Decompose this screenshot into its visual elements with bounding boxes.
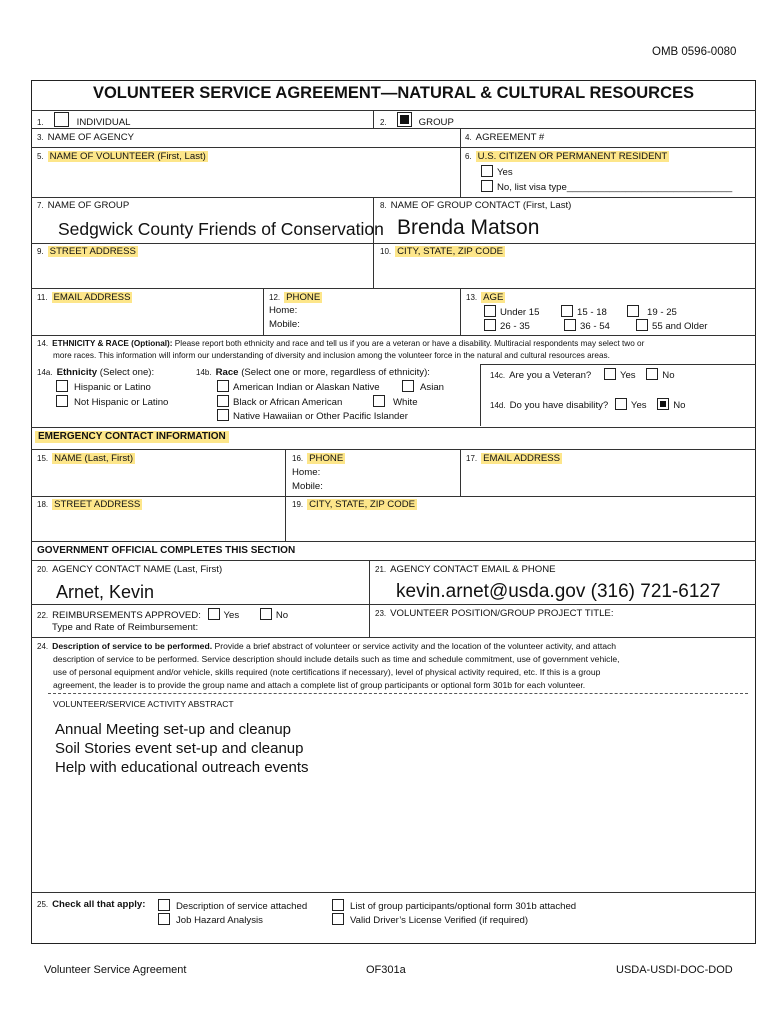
footer-right: USDA-USDI-DOC-DOD [616, 964, 733, 976]
race-option[interactable]: Asian [402, 380, 444, 394]
age-option[interactable]: 26 - 35 [484, 319, 530, 333]
field-14-text: more races. This information will inform our understanding of diversity and inclusion among the volunteer force in the natural and cultural resources areas. [53, 351, 610, 360]
ethnicity-option[interactable]: Not Hispanic or Latino [56, 395, 168, 409]
field-14: 14. ETHNICITY & RACE (Optional): Please report both ethnicity and race and tell us if you are a veteran or have a disability. Multiracial respondents may select two or [37, 339, 645, 348]
abstract-line[interactable]: Help with educational outreach events [55, 759, 309, 776]
form-title: VOLUNTEER SERVICE AGREEMENT—NATURAL & CULTURAL RESOURCES [92, 84, 695, 102]
field-24: 24. Description of service to be performed. Provide a brief abstract of volunteer or service activity and the location of the volunteer activity, and attach [37, 641, 617, 651]
group-name-value[interactable]: Sedgwick County Friends of Conservation [58, 219, 384, 239]
field-1: 1. INDIVIDUAL [37, 112, 131, 129]
field-14d: 14d. Do you have disability? Yes No [490, 400, 686, 411]
field-21: 21. AGENCY CONTACT EMAIL & PHONE [375, 564, 556, 575]
field-15: 15. NAME (Last, First) [37, 453, 134, 464]
age-option[interactable]: Under 15 [484, 305, 539, 319]
abstract-label: VOLUNTEER/SERVICE ACTIVITY ABSTRACT [53, 699, 234, 709]
ec-phone-mobile-label: Mobile: [292, 481, 323, 492]
omb-number: OMB 0596-0080 [652, 46, 737, 58]
group-contact-value[interactable]: Brenda Matson [397, 216, 540, 239]
field-18: 18. STREET ADDRESS [37, 499, 141, 510]
field-7: 7. NAME OF GROUP [37, 200, 130, 211]
agency-contact-name-value[interactable]: Arnet, Kevin [56, 582, 155, 602]
check-option[interactable]: Job Hazard Analysis [158, 913, 263, 927]
government-header: GOVERNMENT OFFICIAL COMPLETES THIS SECTION [37, 545, 296, 556]
field-23: 23. VOLUNTEER POSITION/GROUP PROJECT TITLE: [375, 608, 614, 619]
abstract-line[interactable]: Soil Stories event set-up and cleanup [55, 740, 304, 757]
field-24-line: description of service to be performed. Service description should include details such as time and schedule commitment, use of government vehicle, [53, 654, 620, 664]
field-4: 4. AGREEMENT # [465, 132, 545, 143]
reimbursement-rate-label: Type and Rate of Reimbursement: [52, 622, 199, 633]
check-option[interactable]: List of group participants/optional form 301b attached [332, 899, 576, 913]
field-2: 2. GROUP [380, 112, 454, 129]
ec-phone-home-label: Home: [292, 467, 321, 478]
field-14a: 14a. Ethnicity (Select one): [37, 367, 155, 378]
footer-left: Volunteer Service Agreement [44, 964, 187, 976]
phone-home-label: Home: [269, 305, 298, 316]
group-checkbox[interactable] [397, 112, 412, 127]
field-14c: 14c. Are you a Veteran? Yes No [490, 370, 675, 381]
race-option[interactable]: Native Hawaiian or Other Pacific Islander [217, 409, 408, 423]
agency-contact-email-value[interactable]: kevin.arnet@usda.gov (316) 721-6127 [396, 581, 721, 602]
emergency-header: EMERGENCY CONTACT INFORMATION [35, 431, 229, 443]
individual-checkbox[interactable] [54, 112, 69, 127]
field-12: 12. PHONE [269, 292, 321, 303]
check-option[interactable]: Valid Driver’s License Verified (if required) [332, 913, 528, 927]
veteran-no-checkbox[interactable] [646, 368, 658, 380]
footer-center: OF301a [366, 964, 406, 976]
abstract-line[interactable]: Annual Meeting set-up and cleanup [55, 721, 292, 738]
race-option[interactable]: White [373, 395, 418, 409]
race-option[interactable]: American Indian or Alaskan Native [217, 380, 380, 394]
field-14b: 14b. Race (Select one or more, regardless of ethnicity): [196, 367, 430, 378]
field-11: 11. EMAIL ADDRESS [37, 292, 131, 303]
check-option[interactable]: Description of service attached [158, 899, 307, 913]
field-20: 20. AGENCY CONTACT NAME (Last, First) [37, 564, 223, 575]
field-22: 22. REIMBURSEMENTS APPROVED: Yes No [37, 610, 289, 621]
reimburse-no-checkbox[interactable] [260, 608, 272, 620]
race-option[interactable]: Black or African American [217, 395, 342, 409]
citizen-yes[interactable]: Yes [481, 165, 513, 179]
disability-no-checkbox[interactable] [657, 398, 669, 410]
field-5: 5. NAME OF VOLUNTEER (First, Last) [37, 151, 206, 162]
field-3: 3. NAME OF AGENCY [37, 132, 135, 143]
veteran-yes-checkbox[interactable] [604, 368, 616, 380]
field-6: 6. U.S. CITIZEN OR PERMANENT RESIDENT [465, 151, 668, 162]
field-16: 16. PHONE [292, 453, 344, 464]
field-10: 10. CITY, STATE, ZIP CODE [380, 246, 504, 257]
ethnicity-option[interactable]: Hispanic or Latino [56, 380, 151, 394]
reimburse-yes-checkbox[interactable] [208, 608, 220, 620]
phone-mobile-label: Mobile: [269, 319, 300, 330]
field-8: 8. NAME OF GROUP CONTACT (First, Last) [380, 200, 572, 211]
field-24-line: use of personal equipment and/or vehicle, skills required (note certifications if necessary), level of physical activity required, etc. If this is a group [53, 667, 601, 677]
disability-yes-checkbox[interactable] [615, 398, 627, 410]
field-19: 19. CITY, STATE, ZIP CODE [292, 499, 416, 510]
age-option[interactable]: 19 - 25 [627, 305, 677, 319]
field-13: 13. AGE [466, 292, 504, 303]
age-option[interactable]: 36 - 54 [564, 319, 610, 333]
field-17: 17. EMAIL ADDRESS [466, 453, 561, 464]
age-option[interactable]: 15 - 18 [561, 305, 607, 319]
field-9: 9. STREET ADDRESS [37, 246, 136, 257]
field-25: 25. Check all that apply: [37, 899, 146, 910]
age-option[interactable]: 55 and Older [636, 319, 707, 333]
field-24-line: agreement, the leader is to provide the group name and attach a complete list of group participants or optional form 301b for each volunteer. [53, 680, 586, 690]
citizen-no[interactable]: No, list visa type_______________________________ [481, 180, 732, 194]
